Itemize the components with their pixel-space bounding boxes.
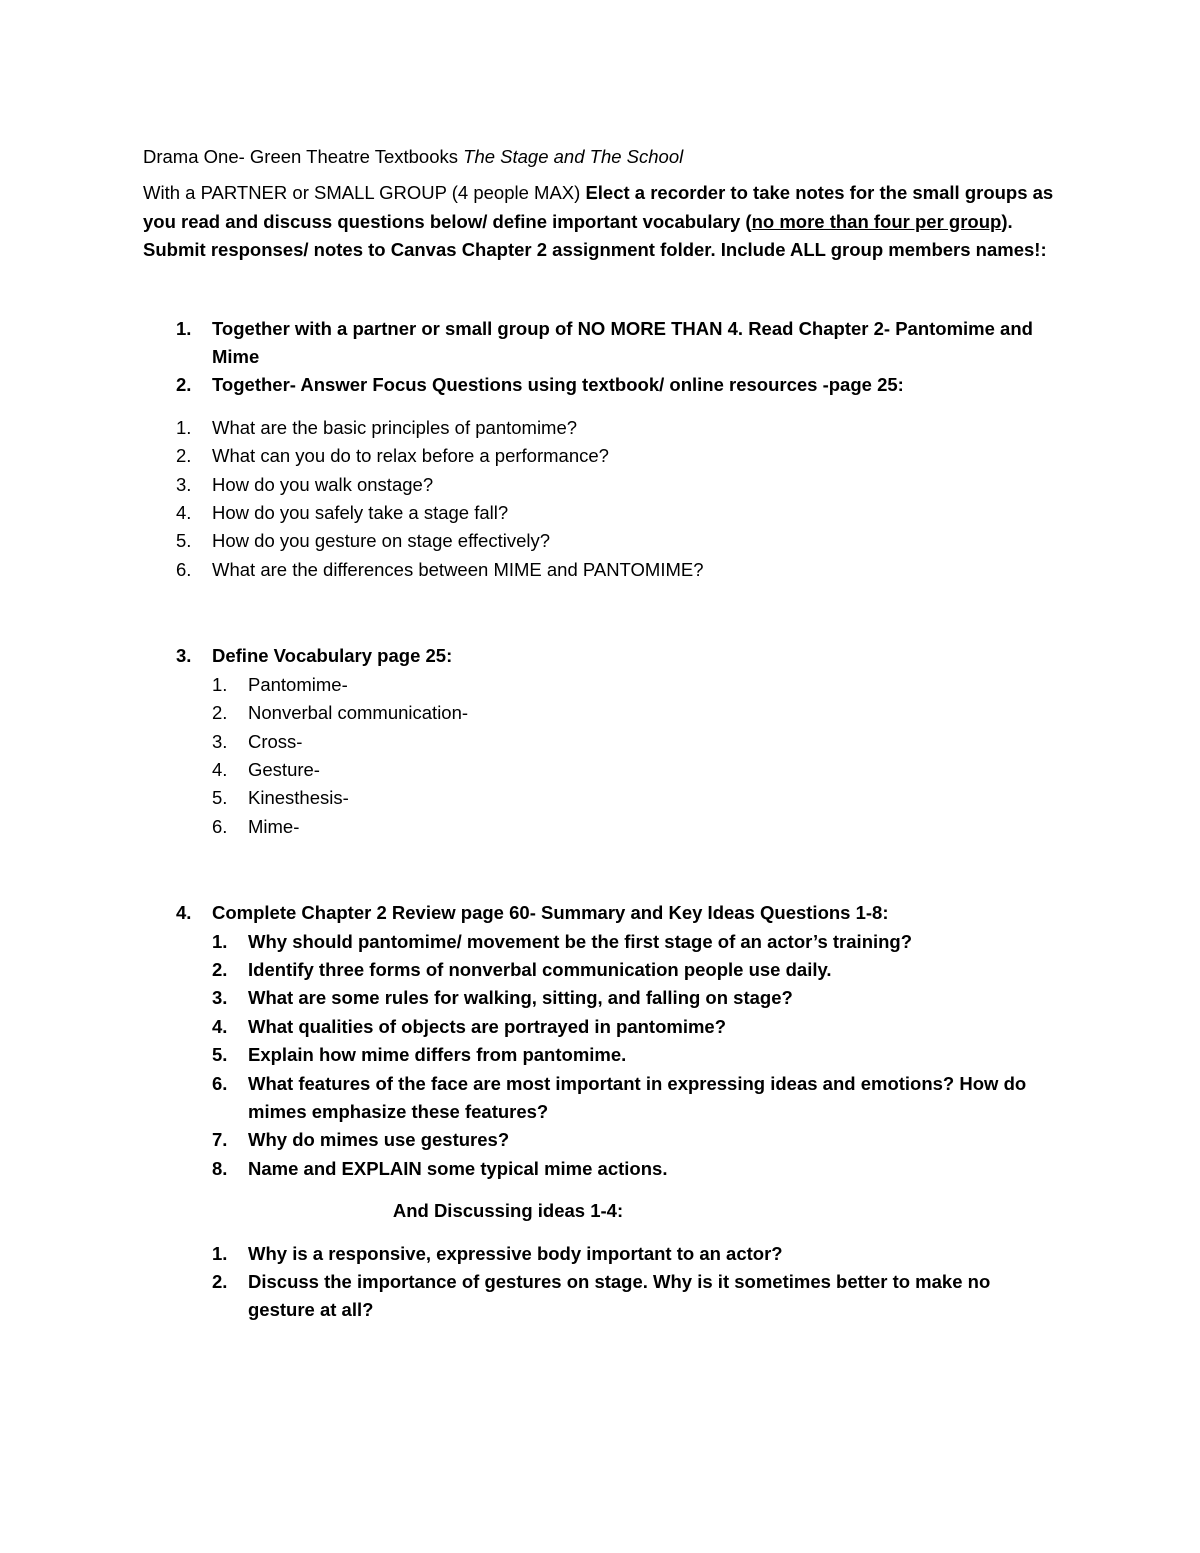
term-text: Gesture- xyxy=(248,758,320,780)
question-text: How do you gesture on stage effectively? xyxy=(212,530,551,552)
question-text: Why do mimes use gestures? xyxy=(248,1129,510,1151)
term-number: 2. xyxy=(212,702,228,724)
list-item xyxy=(143,414,1063,442)
step-text: Complete Chapter 2 Review page 60- Summary and Key Ideas Questions 1-8: xyxy=(212,902,889,924)
instructions-part-2: Elect a recorder to take notes for the small groups as you read and discuss questions below/ define important vocabulary ( xyxy=(143,182,1054,232)
list-item xyxy=(143,699,1063,727)
question-number: 2. xyxy=(212,1271,228,1292)
question-text: Explain how mime differs from pantomime. xyxy=(248,1044,627,1066)
question-text: What qualities of objects are portrayed in pantomime? xyxy=(248,1015,726,1037)
question-text: What can you do to relax before a performance? xyxy=(212,445,609,467)
question-number: 2. xyxy=(212,958,228,980)
discussing-heading: And Discussing ideas 1-4: xyxy=(392,1200,624,1222)
list-item xyxy=(143,1126,1063,1154)
list-item xyxy=(143,813,1063,841)
list-item xyxy=(143,442,1063,470)
list-item xyxy=(143,1240,1063,1268)
list-item xyxy=(143,671,1063,699)
list-item xyxy=(143,1155,1063,1183)
focus-questions-list xyxy=(143,414,1063,584)
term-text: Cross- xyxy=(248,730,303,752)
question-number: 1. xyxy=(212,930,228,952)
textbook-title: The Stage and The School xyxy=(463,146,684,167)
term-number: 3. xyxy=(212,730,228,752)
question-text: Why is a responsive, expressive body important to an actor? xyxy=(248,1242,783,1264)
list-item xyxy=(143,527,1063,555)
discussing-questions-list xyxy=(143,1240,1063,1325)
question-number: 1. xyxy=(176,416,192,438)
list-item xyxy=(143,956,1063,984)
term-text: Nonverbal communication- xyxy=(248,702,469,724)
list-item xyxy=(143,899,1063,927)
question-number: 3. xyxy=(176,473,192,495)
question-text: Identify three forms of nonverbal communication people use daily. xyxy=(248,958,832,980)
question-number: 5. xyxy=(212,1044,228,1066)
term-number: 1. xyxy=(212,673,228,695)
question-number: 1. xyxy=(212,1242,228,1264)
instructions-underlined: no more than four per group xyxy=(751,210,1002,232)
review-questions-list xyxy=(143,928,1063,1184)
term-number: 4. xyxy=(212,758,228,780)
term-text: Mime- xyxy=(248,815,300,837)
vocab-step xyxy=(143,642,1063,670)
question-number: 7. xyxy=(212,1129,228,1151)
step-number: 3. xyxy=(176,645,192,667)
step-number: 1. xyxy=(176,317,192,339)
question-text: What are the basic principles of pantomime? xyxy=(212,416,578,438)
step-text: Define Vocabulary page 25: xyxy=(212,645,453,667)
question-text: How do you walk onstage? xyxy=(212,473,434,495)
list-item xyxy=(143,1013,1063,1041)
term-text: Kinesthesis- xyxy=(248,787,349,809)
instructions-part-1: With a PARTNER or SMALL GROUP (4 people MAX) xyxy=(143,182,586,204)
document-body xyxy=(143,143,1063,1325)
step-text: Together with a partner or small group of NO MORE THAN 4. Read Chapter 2- Pantomime and Mime xyxy=(212,317,1033,368)
step-number: 2. xyxy=(176,374,192,396)
list-item xyxy=(143,471,1063,499)
step-text: Together- Answer Focus Questions using textbook/ online resources -page 25: xyxy=(212,374,904,396)
question-text: Discuss the importance of gestures on stage. Why is it sometimes better to make no gesture at all? xyxy=(248,1271,991,1321)
list-item xyxy=(143,928,1063,956)
list-item xyxy=(143,642,1063,670)
document-title xyxy=(143,143,1063,171)
question-text: What are the differences between MIME and PANTOMIME? xyxy=(212,558,704,580)
question-number: 4. xyxy=(212,1015,228,1037)
list-item xyxy=(143,499,1063,527)
question-number: 6. xyxy=(212,1072,228,1094)
list-item xyxy=(143,756,1063,784)
list-item xyxy=(143,1268,1038,1325)
question-number: 8. xyxy=(212,1157,228,1179)
list-item xyxy=(143,784,1063,812)
question-text: Why should pantomime/ movement be the first stage of an actor’s training? xyxy=(248,930,913,952)
term-number: 6. xyxy=(212,815,228,837)
list-item xyxy=(143,1070,1053,1127)
question-text: What features of the face are most important in expressing ideas and emotions? How do mimes emphasize these features? xyxy=(248,1072,1027,1122)
list-item xyxy=(143,371,1063,399)
instructions-part-3: ). Submit responses/ notes to Canvas Chapter 2 assignment folder. Include ALL group members names!: xyxy=(143,210,1047,261)
question-text: How do you safely take a stage fall? xyxy=(212,502,509,524)
list-item xyxy=(143,1041,1063,1069)
list-item xyxy=(143,728,1063,756)
main-steps-list xyxy=(143,315,1063,400)
review-step xyxy=(143,899,1063,927)
question-number: 3. xyxy=(212,987,228,1009)
list-item xyxy=(143,984,1063,1012)
step-number: 4. xyxy=(176,902,192,924)
question-number: 2. xyxy=(176,445,192,467)
term-number: 5. xyxy=(212,787,228,809)
list-item xyxy=(143,315,1047,372)
question-number: 4. xyxy=(176,502,192,524)
question-text: What are some rules for walking, sitting, and falling on stage? xyxy=(248,987,793,1009)
instructions-paragraph xyxy=(143,179,1063,264)
question-number: 5. xyxy=(176,530,192,552)
question-text: Name and EXPLAIN some typical mime actions. xyxy=(248,1157,668,1179)
list-item xyxy=(143,556,1063,584)
vocab-terms-list xyxy=(143,671,1063,841)
question-number: 6. xyxy=(176,558,192,580)
term-text: Pantomime- xyxy=(248,673,348,695)
title-prefix: Drama One- Green Theatre Textbooks xyxy=(143,146,464,167)
